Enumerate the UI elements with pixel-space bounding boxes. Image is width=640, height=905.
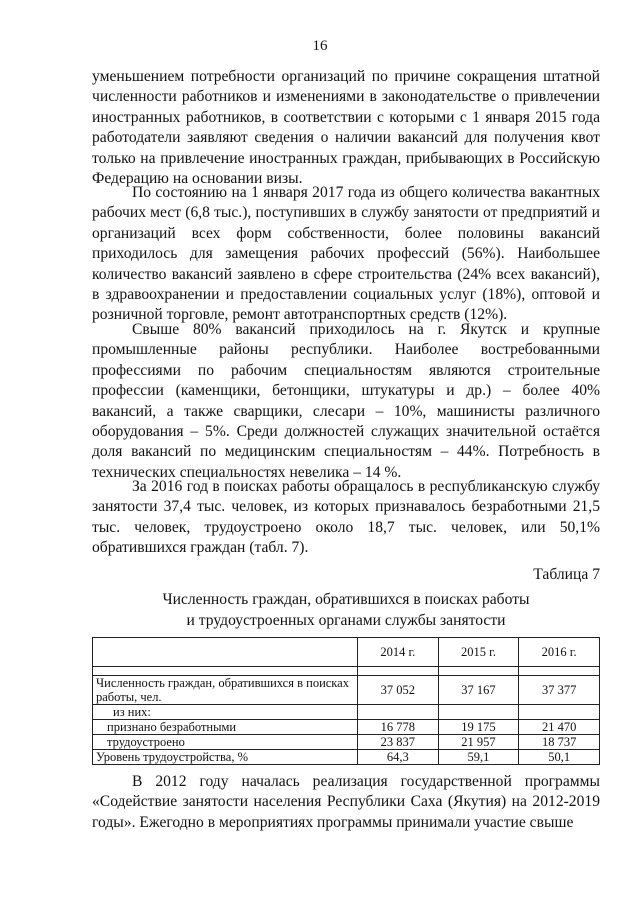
cell-2015: 21 957: [438, 735, 519, 750]
paragraph-vacancies: [92, 183, 600, 326]
cell-2016: 21 470: [519, 720, 600, 735]
paragraph-text: В 2012 году началась реализация государственной программы «Содействие занятости населения Республики Саха (Якутия) на 2012-2019 годы». Ежегодно в мероприятиях программы принимали участие свыше: [92, 773, 600, 831]
paragraph-text: По состоянию на 1 января 2017 года из общего количества вакантных рабочих мест (6,8 тыс.), поступивших в службу занятости от предприятий и организаций всех форм собственности, более половины вакансий приходилось для замещения рабочих профессий (56%). Наибольшее количество вакансий заявлено в сфере строительства (24% всех вакансий), в здравоохранении и предоставлении социальных услуг (18%), оптовой и розничной торговле, ремонт автотранспортных средств (12%).: [92, 184, 600, 324]
cell-2014: 23 837: [358, 735, 439, 750]
paragraph-2016: [92, 477, 600, 559]
table-header-row: [93, 638, 600, 667]
table-row-rate: [93, 750, 600, 765]
header-2016: 2016 г.: [519, 638, 600, 667]
table-row-unemployed: [93, 720, 600, 735]
paragraph-yakutsk: [92, 320, 600, 483]
cell-2014: 37 052: [358, 676, 439, 705]
row-label: Численность граждан, обратившихся в поисках работы, чел.: [93, 676, 358, 705]
table-title: [92, 589, 600, 631]
table-label: Таблица 7: [533, 566, 600, 583]
header-2015: 2015 г.: [438, 638, 519, 667]
row-label: трудоустроено: [93, 735, 358, 750]
cell-2016: 18 737: [519, 735, 600, 750]
table-row-applied: [93, 676, 600, 705]
header-empty-cell: [93, 638, 358, 667]
employment-table: [92, 637, 600, 765]
paragraph-text: уменьшением потребности организаций по причине сокращения штатной численности работников и изменениями в законодательстве о привлечении иностранных работников, в соответствии с которыми с 1 января 2015 года работодатели заявляют сведения о наличии вакансий для получения квот только на привлечение иностранных граждан, прибывающих в Российскую Федерацию на основании визы.: [92, 68, 600, 188]
row-label: Уровень трудоустройства, %: [93, 750, 358, 765]
paragraph-continued: [92, 67, 600, 189]
table-title-line2: и трудоустроенных органами службы занятости: [186, 612, 506, 629]
paragraph-text: За 2016 год в поисках работы обращалось в республиканскую службу занятости 37,4 тыс. человек, из которых признавалось безработными 21,5 тыс. человек, трудоустроено около 18,7 тыс. человек, или 50,1% обратившихся граждан (табл. 7).: [92, 478, 600, 557]
cell-2014: 16 778: [358, 720, 439, 735]
table-row-employed: [93, 735, 600, 750]
row-label: признано безработными: [93, 720, 358, 735]
paragraph-text: Свыше 80% вакансий приходилось на г. Якутск и крупные промышленные районы республики. Наиболее востребованными профессиями по рабочим специальностям являются строительные профессии (каменщики, бетонщики, штукатуры и др.) – более 40% вакансий, а также сварщики, слесари – 10%, машинисты различного оборудования – 5%. Среди должностей служащих значительной остаётся доля вакансий по медицинским специальностям – 44%. Потребность в технических специальностях невелика – 14 %.: [92, 321, 600, 481]
cell-2014: 64,3: [358, 750, 439, 765]
page-number: 16: [312, 38, 328, 54]
cell-2016: 37 377: [519, 676, 600, 705]
cell-2016: 50,1: [519, 750, 600, 765]
cell-2015: 59,1: [438, 750, 519, 765]
header-2014: 2014 г.: [358, 638, 439, 667]
cell-2015: 37 167: [438, 676, 519, 705]
row-label: из них:: [93, 705, 358, 720]
cell-2015: 19 175: [438, 720, 519, 735]
paragraph-program-2012: [92, 772, 600, 833]
table-row-of-them: [93, 705, 600, 720]
table-title-line1: Численность граждан, обратившихся в поисках работы: [162, 591, 530, 608]
table-spacer-row: [93, 667, 600, 676]
